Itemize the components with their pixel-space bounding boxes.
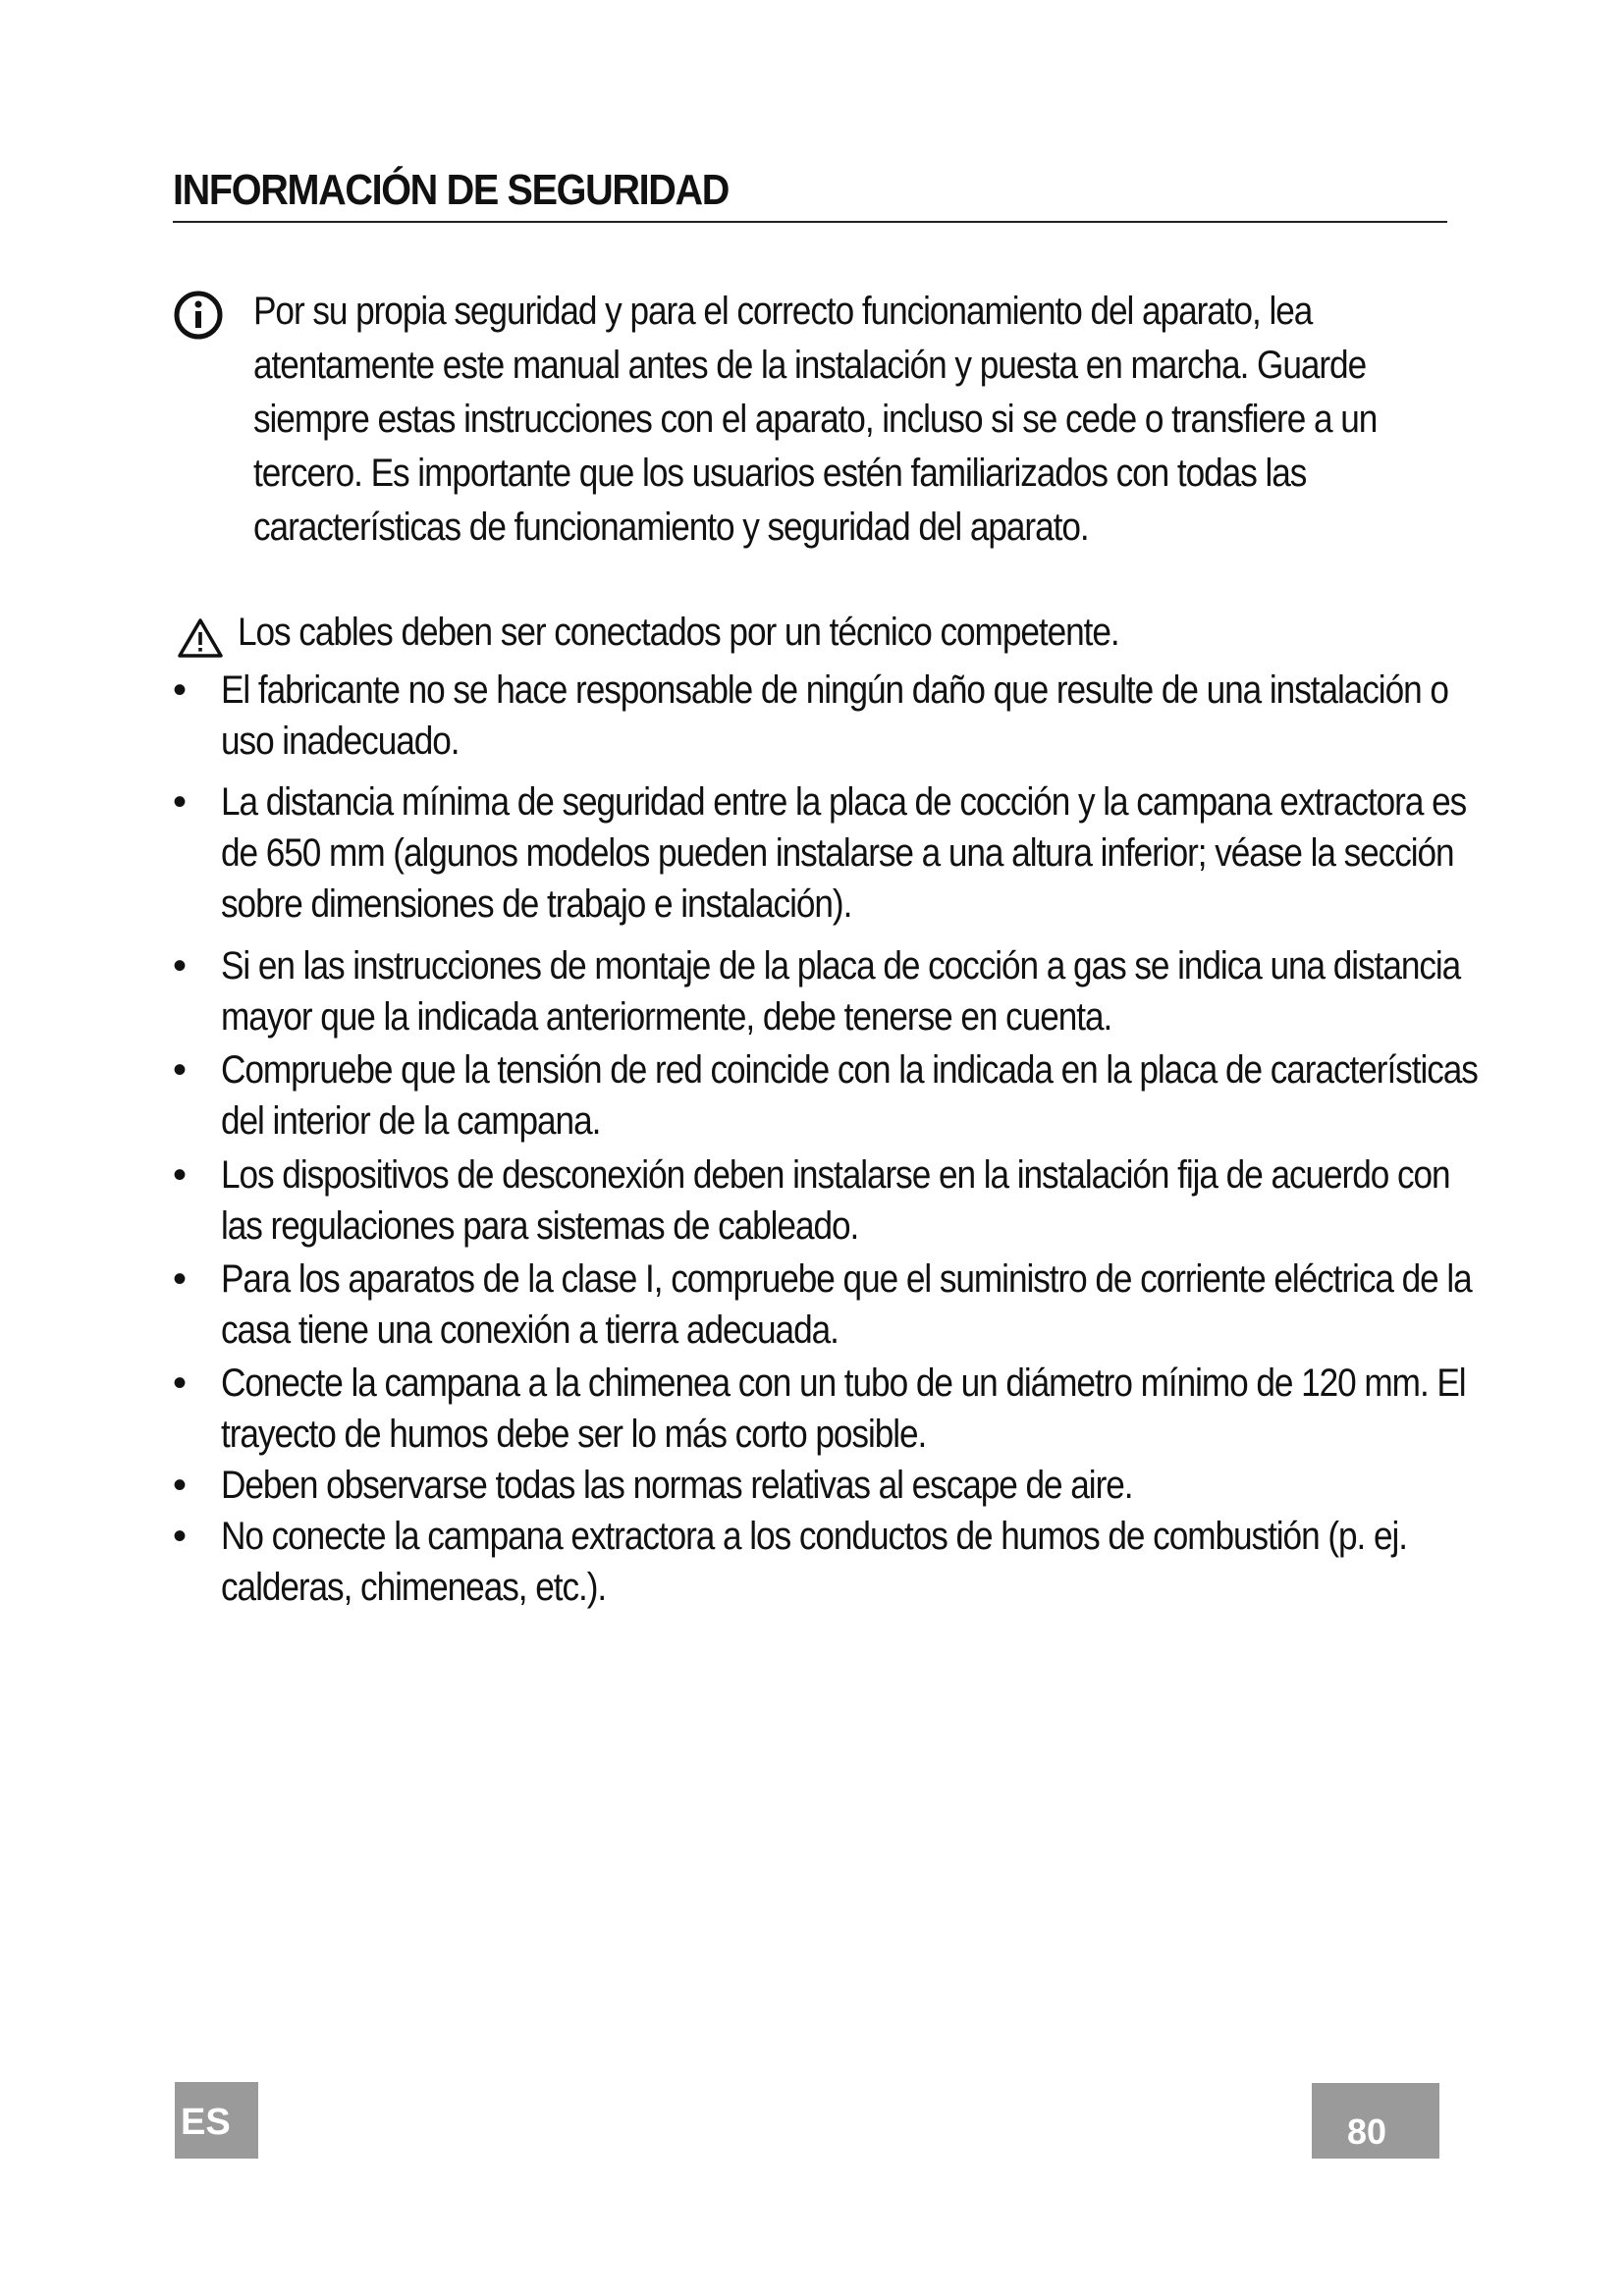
warning-triangle-icon bbox=[177, 617, 224, 659]
bullet-icon: • bbox=[173, 668, 188, 712]
list-item bbox=[173, 1460, 1469, 1511]
list-item-text: Deben observarse todas las normas relativas al escape de aire. bbox=[221, 1464, 1133, 1507]
safety-bullet-list bbox=[173, 665, 1478, 1619]
list-item-text: Los dispositivos de desconexión deben instalarse en la instalación fija de acuerdo con las regulaciones para sistemas de cableado. bbox=[221, 1153, 1450, 1248]
list-item-text: Para los aparatos de la clase I, compruebe que el suministro de corriente eléctrica de la casa tiene una conexión a tierra adecuada. bbox=[221, 1257, 1472, 1352]
page-title: INFORMACIÓN DE SEGURIDAD bbox=[173, 166, 730, 214]
warning-notice-text: Los cables deben ser conectados por un técnico competente. bbox=[238, 611, 1119, 654]
list-item bbox=[173, 1358, 1469, 1460]
list-item bbox=[173, 665, 1469, 776]
list-item bbox=[173, 940, 1469, 1044]
page-number: 80 bbox=[1347, 2111, 1387, 2152]
list-item-text: No conecte la campana extractora a los conductos de humos de combustión (p. ej. calderas, chimeneas, etc.). bbox=[221, 1515, 1407, 1609]
language-badge bbox=[175, 2082, 258, 2159]
language-code: ES bbox=[181, 2102, 231, 2143]
list-item-text: Compruebe que la tensión de red coincide con la indicada en la placa de características del interior de la campana. bbox=[221, 1048, 1478, 1143]
bullet-icon: • bbox=[173, 780, 188, 824]
list-item-text: La distancia mínima de seguridad entre la placa de cocción y la campana extractora es de 650 mm (algunos modelos pueden instalarse a una altura inferior; véase la sección sobre dimensiones de trabajo e instalación). bbox=[221, 780, 1467, 926]
list-item bbox=[173, 1149, 1469, 1254]
bullet-icon: • bbox=[173, 1515, 188, 1558]
bullet-icon: • bbox=[173, 1257, 188, 1301]
bullet-icon: • bbox=[173, 1464, 188, 1507]
warning-notice bbox=[173, 606, 1449, 665]
page-number-badge bbox=[1312, 2083, 1439, 2159]
info-notice-text: Por su propia seguridad y para el correcto funcionamiento del aparato, lea atentamente este manual antes de la instalación y puesta en marcha. Guarde siempre estas instrucciones con el aparato, incluso si se cede o transfiere a un tercero. Es importante que los usuarios estén familiarizados con todas las características de funcionamiento y seguridad del aparato. bbox=[253, 290, 1378, 549]
list-item-text: Conecte la campana a la chimenea con un tubo de un diámetro mínimo de 120 mm. El trayecto de humos debe ser lo más corto posible. bbox=[221, 1362, 1466, 1456]
bullet-icon: • bbox=[173, 1048, 188, 1092]
list-item bbox=[173, 776, 1469, 940]
bullet-icon: • bbox=[173, 944, 188, 988]
bullet-icon: • bbox=[173, 1362, 188, 1405]
list-item-text: Si en las instrucciones de montaje de la placa de cocción a gas se indica una distancia mayor que la indicada anteriormente, debe tenerse en cuenta. bbox=[221, 944, 1461, 1039]
list-item-text: El fabricante no se hace responsable de ningún daño que resulte de una instalación o uso inadecuado. bbox=[221, 668, 1448, 763]
title-divider bbox=[173, 221, 1447, 223]
info-circle-icon bbox=[173, 290, 224, 341]
list-item bbox=[173, 1254, 1472, 1358]
bullet-icon: • bbox=[173, 1153, 188, 1197]
list-item bbox=[173, 1511, 1469, 1619]
list-item bbox=[173, 1044, 1478, 1149]
